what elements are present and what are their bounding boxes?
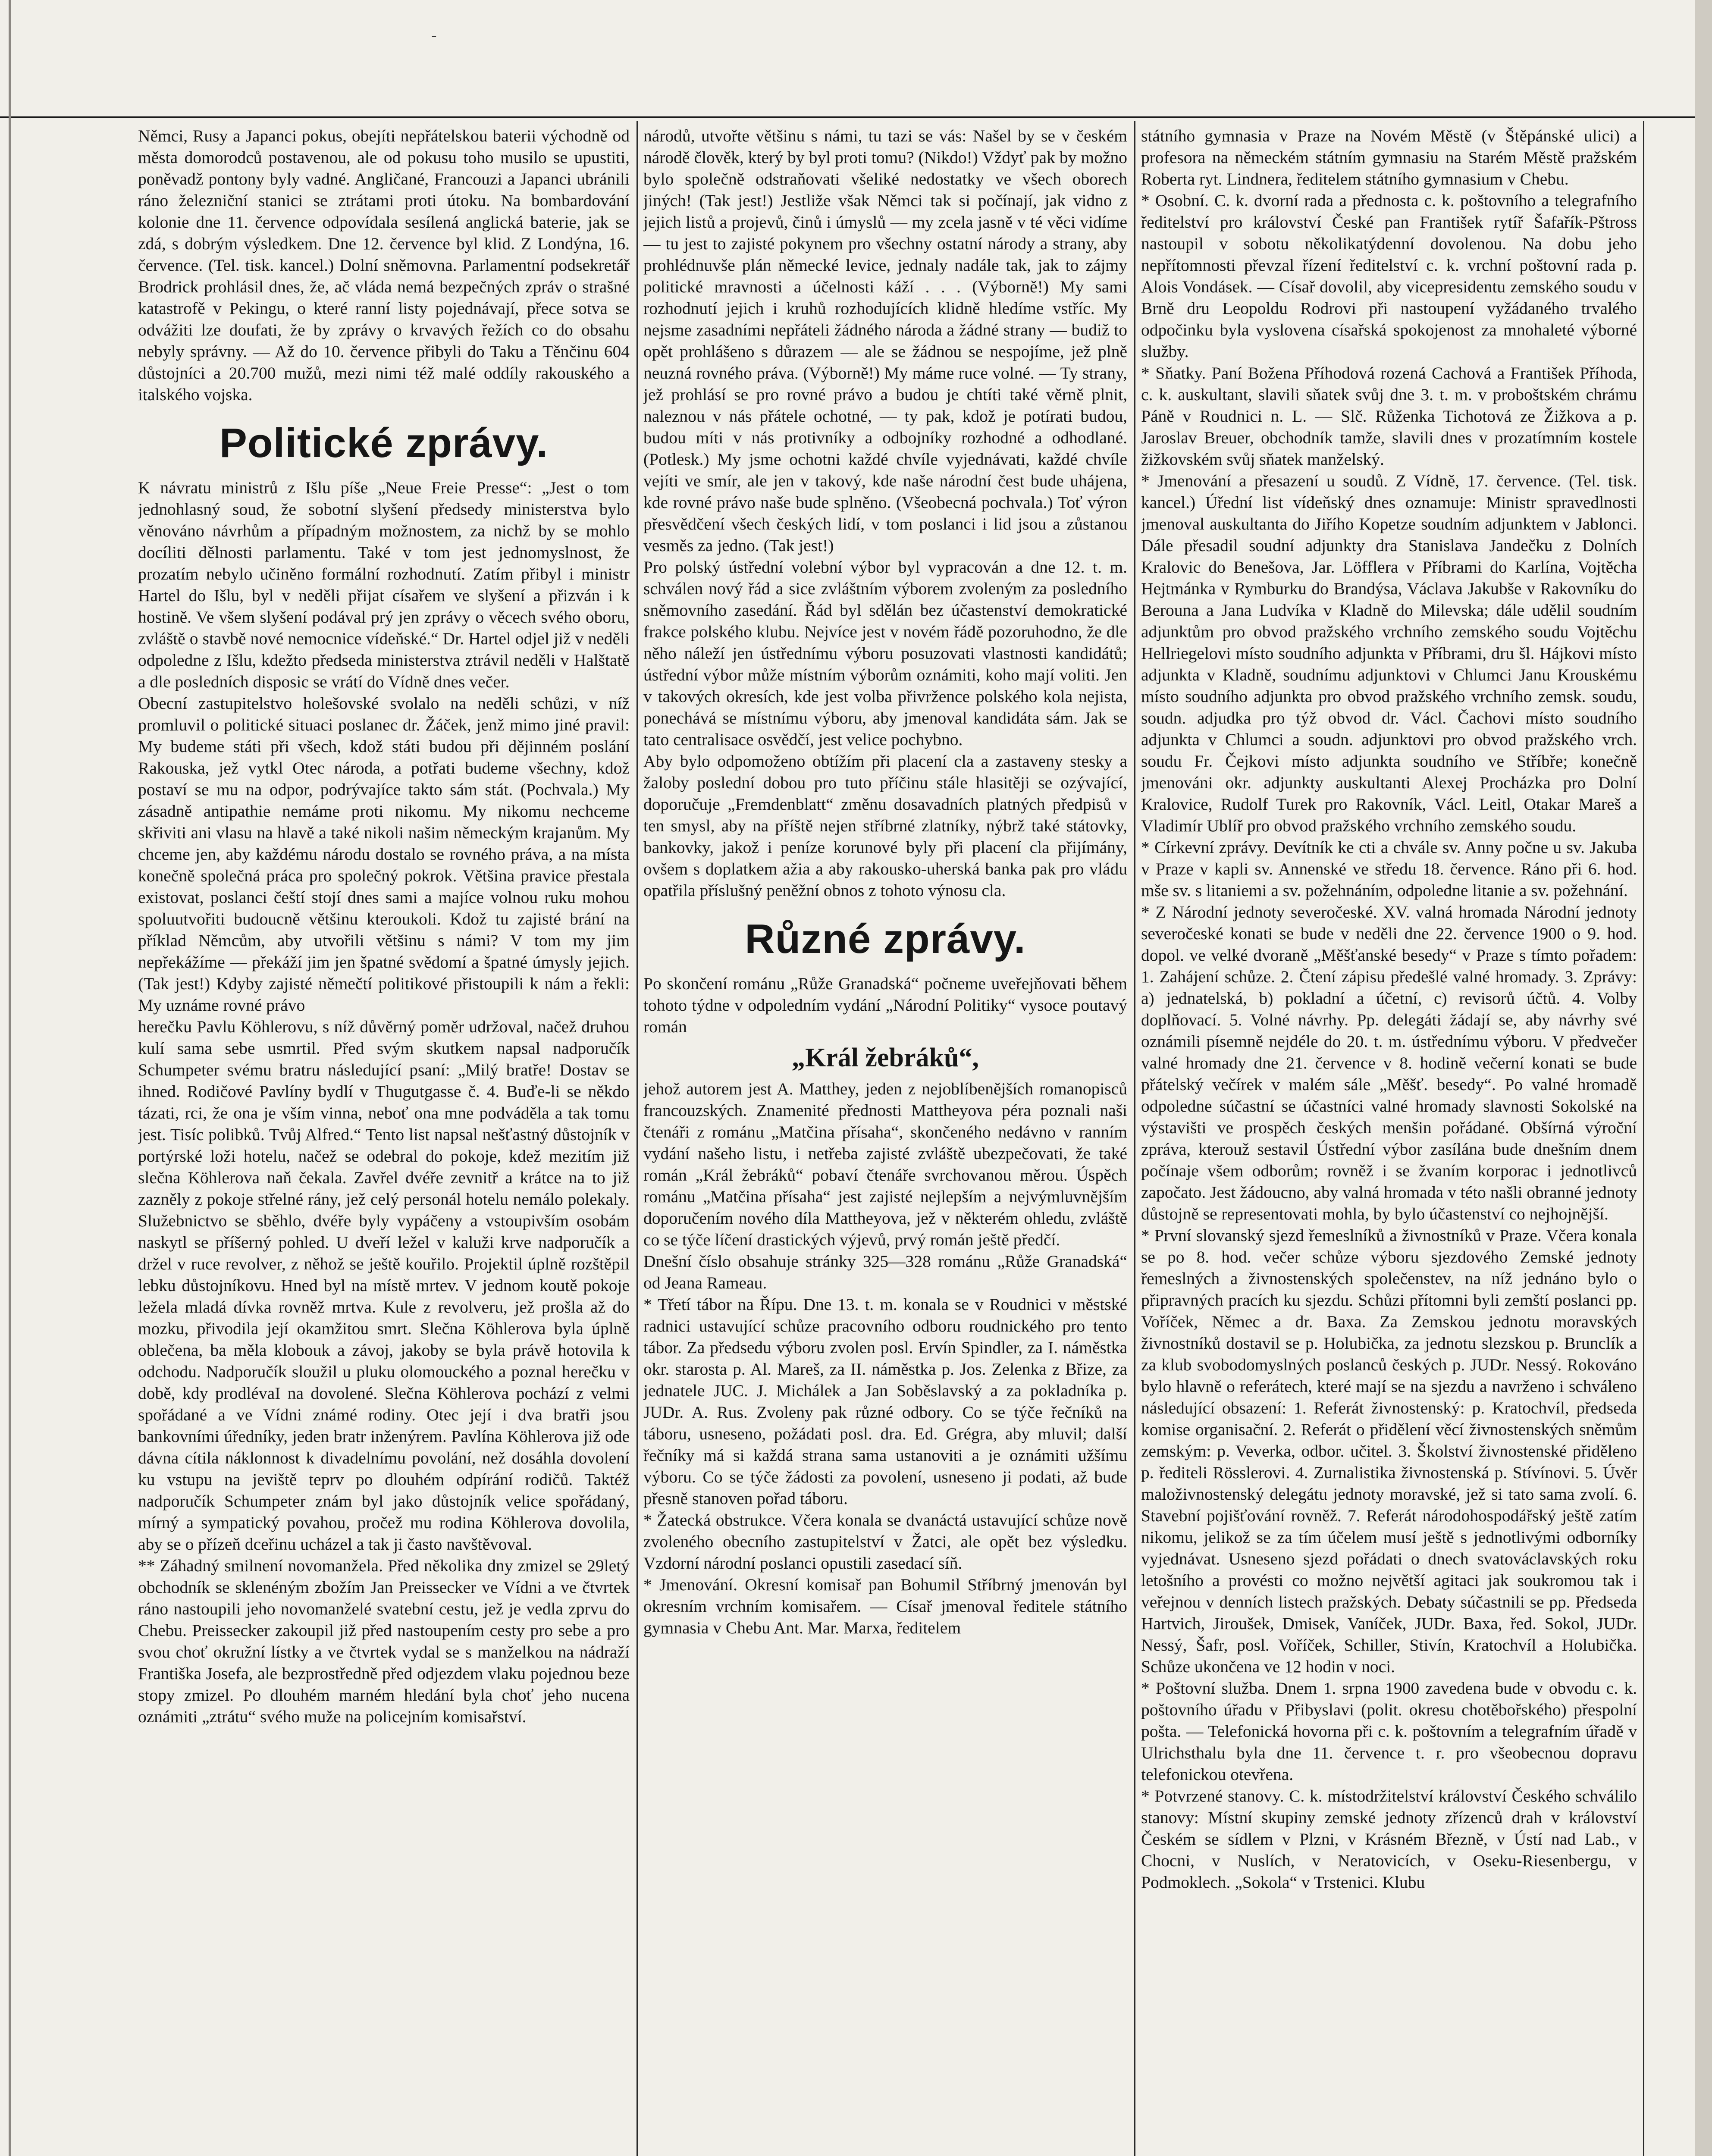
- article-potvrzene-stanovy: * Potvrzené stanovy. C. k. místodržitelství království Českého schválilo stanovy: Místní skupiny zemské jednoty zřízenců drah v království Českém se sídlem v Plzni, v Krásném Březně, v Ústí nad Lab., v Chocni, v Nuslích, v Neratovicích, v Oseku-Riesenbergu, v Podmoklech. „Sokola“ v Trstenici. Klubu: [1141, 1786, 1637, 1892]
- notice-roman-popis: jehož autorem jest A. Matthey, jeden z nejoblíbenějších romanopisců francouzských. Znamenité přednosti Mattheyova péra poznali naši čtenáři z románu „Matčina přísaha“, skončeného nedávno v ranním vydání našeho listu, i netřeba zajisté zvláště ubezpečovati, že také román „Král žebráků“ pobaví čtenáře svrchovanou měrou. Úspěch románu „Matčina přísaha“ jest zajisté nejlepším a nejvýmluvnějším doporučením nového díla Mattheyova, jež v některém ohledu, zvláště co se týče líčení drastických výjevů, prvý román ještě předčí.: [643, 1079, 1127, 1249]
- article-china-report: Němci, Rusy a Japanci pokus, obejíti nepřátelskou baterii východně od města domorodců postavenou, ale od pokusu toho musilo se upustiti, poněvadž pontony byly vadné. Angličané, Francouzi a Japanci ubránili ráno železniční stanici se ztrátami proti útoku. Na bombardování kolonie dne 11. července odpovídala sesílená anglická baterie, jak se zdá, s dobrým výsledkem. Dne 12. července byl klid. Z Londýna, 16. července. (Tel. tisk. kancel.) Dolní sněmovna. Parlamentní podsekretář Brodrick prohlásil dnes, že, ač vláda nemá bezpečných zpráv o strašné katastrofě v Pekingu, o které ranní listy pojednávají, přece sotva se odvážiti lze doufati, že by zprávy o krvavých řežích co do obsahu nebyly správny. — Až do 10. července přibyli do Taku a Těnčinu 604 důstojníci a 20.700 mužů, mezi nimi též malé oddíly rakouského a italského vojska.: [138, 126, 630, 404]
- article-navrat-ministru: K návratu ministrů z Išlu píše „Neue Freie Presse“: „Jest o tom jednohlasný soud, že sobotní slyšení předsedy ministerstva bylo věnováno návrhům a případným možnostem, za nichž by se mohlo docíliti dělnosti parlamentu. Také v tom jest jednomyslnost, že prozatím nebylo učiněno formální rozhodnutí. Zatím přibyl i ministr Hartel do Išlu, byl v neděli přijat císařem ve slyšení a přizván i k hostině. Ve všem slyšení podával prý jen zprávy o věcech svého oboru, zvláště o stavbě nové nemocnice vídeňské.“ Dr. Hartel odjel již v neděli odpoledne z Išlu, kdežto předseda ministerstva ztrávil neděli v Halštatě a dle posledních disposic se vrátí do Vídně dnes večer.: [138, 478, 630, 691]
- column-1: [138, 125, 630, 2156]
- article-placeni-cla: Aby bylo odpomoženo obtížím při placení cla a zastaveny stesky a žaloby poslední dobou pro tuto příčinu stále hlasitěji se ozývající, doporučuje „Fremdenblatt“ změnu dosavadních platných předpisů v ten smysl, aby na příště nejen stříbrné zlatníky, nýbrž také státovky, bankovky, jakož i peníze korunové byly při placení cla přijímány, ovšem s doplatkem ažia a aby rakousko-uherská banka pak pro vládu opatřila příslušný peněžní obnos z tohoto výnosu cla.: [643, 752, 1127, 900]
- article-jmenovani: * Jmenování. Okresní komisař pan Bohumil Stříbrný jmenován byl okresním vrchním komisařem. — Císař jmenoval ředitele státního gymnasia v Chebu Ant. Mar. Marxa, ředitelem: [643, 1575, 1127, 1637]
- column-divider-3: [1643, 121, 1644, 2156]
- notice-novy-roman: Po skončení románu „Růže Granadská“ počneme uveřejňovati během tohoto týdne v odpoledním vydání „Národní Politiky“ vysoce poutavý román: [643, 974, 1127, 1036]
- page-mark: -: [431, 26, 437, 45]
- article-schumpeter: herečku Pavlu Köhlerovu, s níž důvěrný poměr udržoval, načež druhou kulí sama sebe usmrtil. Před svým skutkem napsal nadporučík Schumpeter svému bratru následující psaní: „Milý bratře! Dostav se ihned. Rodičové Pavlíny bydlí v Thugutgasse č. 4. Buďe-li se někdo tázati, rci, že ona je vším vinna, neboť ona mne podváděla a tak tomu jest. Tisíc polibků. Tvůj Alfred.“ Tento list napsal nešťastný důstojník v portýrské loži hotelu, načež se odebral do pokoje, kdež mezitím již slečna Köhlerova naň čekala. Zavřel dvéře zevnitř a krátce na to již zazněly z pokoje střelné rány, jež celý personál hotelu nemálo polekaly. Služebnictvo se sběhlo, dvéře byly vypáčeny a vstoupivším osobám naskytl se příšerný pohled. U dveří ležel v kaluži krve nadporučík a držel v ruce revolver, z něhož se ještě kouřilo. Projektil úplně rozštěpil lebku důstojníkovu. Hned byl na místě mrtev. V jednom koutě pokoje ležela mladá dívka rovněž mrtva. Kule z revolveru, jež prošla až do mozku, přivodila její okamžitou smrt. Slečna Köhlerova byla úplně oblečena, ba měla klobouk a závoj, jakoby se byla právě hotovila k odchodu. Nadporučík sloužil u pluku olomouckého a poznal herečku v době, kdy prodlévaI na dovolené. Slečna Köhlerova pochází z velmi spořádané a ve Vídni známé rodiny. Otec její i dva bratři jsou bankovními úředníky, jeden bratr inženýrem. Pavlína Köhlerova již ode dávna cítila náklonnost k divadelnímu povolání, než dosáhla dovolení ku vstupu na jeviště teprv po dlouhém odpírání rodičů. Taktéž nadporučík Schumpeter znám byl jako důstojník velice spořádaný, mírný a sympatický povahou, pročež mu rodina Köhlerova dovolila, aby se o přízeň dceřinu ucházel a tak ji často navštěvoval.: [138, 1017, 630, 1554]
- article-cirkevni-zpravy: * Církevní zprávy. Devítník ke cti a chvále sv. Anny počne u sv. Jakuba v Praze v kapli sv. Annenské ve středu 18. července. Ráno při 6. hod. mše sv. s litaniemi a sv. požehnáním, odpoledne litanie a sv. požehnání.: [1141, 838, 1637, 900]
- article-preissecker: ** Záhadný smilnení novomanžela. Před několika dny zmizel se 29letý obchodník se sklenéným zbožím Jan Preissecker ve Vídni a ve čtvrtek ráno nastoupili jeho novomanželé svatební cestu, jež je vedla zprvu do Chebu. Preissecker zakoupil již před nastoupením cesty pro sebe a pro svou choť okružní lístky a ve čtvrtek vydal se s manželkou na nádraží Františka Josefa, ale bezprostředně před odjezdem vlaku pojednou beze stopy zmizel. Po dlouhém marném hledání byla choť jeho nucena oznámiti „ztrátu“ svého muže na policejním komisařství.: [138, 1556, 630, 1726]
- article-slovansky-sjezd: * První slovanský sjezd řemeslníků a živnostníků v Praze. Včera konala se po 8. hod. večer schůze výboru sjezdového Zemské jednoty řemeslných a živnostenských společenstev, na níž jednáno bylo o připravných pracích ku sjezdu. Schůzi přítomni byli zemští poslanci pp. Voříček, Němec a dr. Baxa. Za Zemskou jednotu moravských živnostníků dostavil se p. Holubička, za jednotu slezskou p. Brunclík a za klub svobodomyslných poslanců českých p. JUDr. Nessý. Rokováno bylo hlavně o referátech, které mají se na sjezdu a navrženo i schváleno následující obsazení: 1. Referát živnostenský: p. Kratochvíl, předseda komise organisační. 2. Referát o přidělení věcí živnostenských sněmům zemským: p. Veverka, odbor. učitel. 3. Školství živnostenské přiděleno p. řediteli Rösslerovi. 4. Zurnalistika živnostenská p. Stívínovi. 5. Úvěr maloživnostenský delegátu jednoty moravské, jež si tato sama zvolí. 6. Stavební pojišťování rovněž. 7. Referát národohospodářský ještě zatím nikomu, jelikož se za tím účelem musí ještě s jednotlivými odborníky vyjednávat. Usneseno sjezd pořádati o dnech svatováclavských roku letošního a provésti co možno největší agitaci jak soukromou tak i veřejnou v denních listech pražských. Debaty súčastnili se pp. Předseda Hartvich, Jiroušek, Dmisek, Vaníček, JUDr. Baxa, řed. Sokol, JUDr. Nessý, Šafr, posl. Voříček, Schiller, Stivín, Kratochvíl a Holubička. Schůze ukončena ve 12 hodin v noci.: [1141, 1226, 1637, 1676]
- article-holesov-continued: národů, utvořte většinu s námi, tu tazi se vás: Našel by se v českém národě člověk, který by byl proti tomu? (Nikdo!) Vždyť pak by možno bylo společně odstraňovati všeliké nedostatky ve všech oborech jiných! (Tak jest!) Jestliže však Němci tak si počínají, jak vidno z jejich listů a projevů, činů i úmyslů — my zcela jasně v té věci vidíme — tu jest to zajisté pokynem pro všechny ostatní národy a strany, aby prohlédnuvše plán německé levice, jednaly nadále tak, jak to zájmy politické mravnosti a účelnosti káží . . . (Výborně!) My sami rozhodnutí jejich i kruhů rozhodujících klidně hledíme vstříc. My nejsme zasadními nepřáteli žádného národa a žádné strany — budiž to opět prohlášeno s důrazem — ale se žádnou se nespojíme, jež plně neuzná rovného práva. (Výborně!) My máme ruce volné. — Ty strany, jež prohlásí se pro rovné právo a budou je chtíti také věrně plnit, naleznou v nás přátele ochotné, — ty pak, kdož je potírati budou, budou míti v nás protivníky a odbojníky rozhodné a odhodlané. (Potlesk.) My jsme ochotni každé chvíle vyjednávati, každé chvíle vejíti ve smír, ale jen v takový, kde naše národní čest bude uhájena, kde rovné právo naše bude splněno. (Všeobecná pochvala.) Toť výron přesvědčení všech českých lidí, v tom poslanci i lid jsou a zůstanou vesměs za jedno. (Tak jest!): [643, 126, 1127, 555]
- article-osobni: * Osobní. C. k. dvorní rada a přednosta c. k. poštovního a telegrafního ředitelství pro království České pan František rytíř Šafařík-Pštross nastoupil v sobotu několikatýdenní dovolenou. Na dobu jeho nepřítomnosti převzal řízení ředitelství c. k. vrchní poštovní rada p. Alois Vondásek. — Císař dovolil, aby vicepresidentu zemského soudu v Brně dru Leopoldu Rodrovi při nastoupení vyžádaného trvalého odpočinku byla vyslovena císařská spokojenost za mnohaleté výborné služby.: [1141, 191, 1637, 361]
- column-divider-1: [637, 121, 638, 2156]
- article-narodni-jednota: * Z Národní jednoty severočeské. XV. valná hromada Národní jednoty severočeské konati se bude v neděli dne 22. července 1900 o 9. hod. dopol. ve velké dvoraně „Měšťanské besedy“ v Praze s tímto pořadem: 1. Zahájení schůze. 2. Čtení zápisu předešlé valné hromady. 3. Zprávy: a) jednatelská, b) pokladní a účetní, c) revisorů účtů. 4. Volby doplňovací. 5. Volné návrhy. Pp. delegáti žádají se, aby návrhy své oznámili písemně nejdéle do 20. t. m. ústřednímu výboru. V předvečer valné hromady dne 21. července v 8. hodině večerní konati se bude přátelský večírek v malém sále „Měšť. besedy“. Po valné hromadě odpoledne súčastní se účastníci valné hromady slavnosti Sokolské na výstavišti ve prospěch českých menšin pořádané. Obšírná výroční zpráva, kterouž sestavil Ústřední výbor zasílána bude dnešním dnem počínaje všem odborům; rovněž i se žvaním korporac i jednotlivců započato. Jest žádoucno, aby valná hromada v této našli obranné jednoty důstojně se representovati mohla, by bylo účastenství co nejhojnější.: [1141, 903, 1637, 1223]
- notice-dnesni-cislo: Dnešní číslo obsahuje stránky 325—328 románu „Růže Granadská“ od Jeana Rameau.: [643, 1252, 1127, 1292]
- right-edge-strip: [1695, 0, 1712, 2156]
- article-holesov: Obecní zastupitelstvo holešovské svolalo na neděli schůzi, v níž promluvil o politické situaci poslanec dr. Žáček, jenž mimo jiné pravil: My budeme státi při všech, kdož státi budou při dějinném poslání Rakouska, jež vytkl Otec národa, a potřati budeme všechny, kdož postaví se mu na odpor, podrývajíce takto sám stát. (Pochvala.) My zásadně antipathie nemáme proti nikomu. My nikomu nechceme skřiviti ani vlasu na hlavě a také nikoli našim německým krajanům. My chceme jen, aby každému národu dostalo se rovného práva, a na místa konečně společná práca pro společný pokrok. Většina pravice přestala existovat, poslanci čeští stojí dnes sami a majíce volnou ruku mohou spoluutvořiti budoucně většinu kteroukoli. Kdož tu zajisté brání na příklad Němcům, aby utvořili většinu s námi? V tom my jim nepřekážíme — překáží jim jen špatné svědomí a špatné úmysly jejich. (Tak jest!) Kdyby zajisté němečtí politikové přistoupili k nám a řekli: My uznáme rovné právo: [138, 694, 630, 1015]
- article-tabor-na-ripu: * Třetí tábor na Řípu. Dne 13. t. m. konala se v Roudnici v městské radnici ustavující schůze pracovního odboru roudnického pro tento tábor. Za předsedu výboru zvolen posl. Ervín Spindler, za I. náměstka okr. starosta p. Al. Mareš, za II. náměstka p. Jos. Zelenka z Břize, za jednatele JUC. J. Michálek a Jan Soběslavský a za pokladníka p. JUDr. A. Rus. Zvoleny pak různé odbory. Co se týče řečníků na táboru, usneseno, požádati posl. dra. Ed. Grégra, aby mluvil; další řečníky má si každá strana sama ustanoviti a je oznámiti užšímu výboru. Co se týče žádosti za povolení, usneseno ji podati, až bude přesně stanoven pořad táboru.: [643, 1295, 1127, 1508]
- article-zatecka-obstrukce: * Žatecká obstrukce. Včera konala se dvanáctá ustavující schůze nově zvoleného obecního zastupitelství v Žatci, ale opět bez výsledku. Vzdorní národní poslanci opustili zasedací síň.: [643, 1510, 1127, 1573]
- section-title-ruzne-zpravy: Různé zprávy.: [745, 916, 1026, 962]
- article-jmenovani-continued: státního gymnasia v Praze na Novém Městě (v Štěpánské ulici) a profesora na německém státním gymnasiu na Starém Městě pražském Roberta ryt. Lindnera, ředitelem státního gymnasium v Chebu.: [1141, 126, 1637, 188]
- article-soudy: * Jmenování a přesazení u soudů. Z Vídně, 17. července. (Tel. tisk. kancel.) Úřední list vídeňský dnes oznamuje: Ministr spravedlnosti jmenoval auskultanta do Jiřího Kopetze soudním adjunktem v Jablonci. Dále přesadil soudní adjunkty dra Stanislava Jandečku z Dolních Kralovic do Benešova, Jar. Löfflera v Příbrami do Karlína, Vojtěcha Hejtmánka v Rymburku do Brandýsa, Václava Jakubše v Rakovníku do Berouna a Jana Ludvíka v Kladně do Milevska; dále udělil soudním adjunktům pro obvod pražského vrchního zemského soudu Vojtěchu Hellriegelovi místo soudního adjunkta v Příbrami, dru šl. Hájkovi místo adjunkta v Kladně, soudnímu adjunktovi v Chlumci Janu Krouskému místo soudního adjunkta pro obvod pražského vrchního zemsk. soudu, soudn. adjudka pro týž obvod dr. Václ. Čachovi místo soudního adjunkta v Chlumci a soudn. adjunktovi pro obvod pražského vrch. soudu Fr. Čejkovi místo adjunkta soudního ve Stříbře; konečně jmenováni okr. adjunkty auskultanti Alexej Procházka pro Dolní Kralovice, Rudolf Turek pro Rakovník, Václ. Leitl, Otakar Mareš a Vladimír Ublíř pro obvod pražského vrchního zemského soudu.: [1141, 471, 1637, 835]
- novel-title: „Král žebráků“,: [792, 1043, 979, 1072]
- column-3: [1141, 125, 1637, 2156]
- section-title-politicke-zpravy: Politické zprávy.: [219, 420, 549, 466]
- left-edge-line: [9, 0, 11, 2156]
- article-polsky-vybor: Pro polský ústřední volební výbor byl vypracován a dne 12. t. m. schválen nový řád a sice zvláštním výborem zvoleným za posledního sněmovního zasedání. Řád byl sdělán bez účastenství demokratické frakce polského klubu. Nejvíce jest v novém řádě pozoruhodno, že dle něho náleží jen ústřednímu výboru posuzovati vlastnosti kandidátů; ústřední výbor může místním výborům oznámiti, koho mají voliti. Jen v takových okresích, kde jest volba přivržence polského kola nejista, ponechává se místnímu výboru, aby jmenoval kandidáta sám. Jak se tato centralisace osvědčí, jest velice pochybno.: [643, 558, 1127, 749]
- column-divider-2: [1134, 121, 1135, 2156]
- article-snatky: * Sňatky. Paní Božena Příhodová rozená Cachová a František Příhoda, c. k. auskultant, slavili sňatek svůj dne 3. t. m. v proboštském chrámu Páně v Roudnici n. L. — Slč. Růženka Tichotová ze Žižkova a p. Jaroslav Breuer, obchodník tamže, slavili dnes v prozatímním kostele žižkovském svůj sňatek manželský.: [1141, 364, 1637, 469]
- column-2: [643, 125, 1127, 2156]
- article-postovni-sluzba: * Poštovní služba. Dnem 1. srpna 1900 zavedena bude v obvodu c. k. poštovního úřadu v Přibyslavi (polit. okresu chotěbořského) přespolní pošta. — Telefonická hovorna při c. k. poštovním a telegrafním úřadě v Ulrichsthalu byla dne 11. července t. r. pro všeobecnou dopravu telefonickou otevřena.: [1141, 1679, 1637, 1784]
- top-rule: [0, 116, 1699, 118]
